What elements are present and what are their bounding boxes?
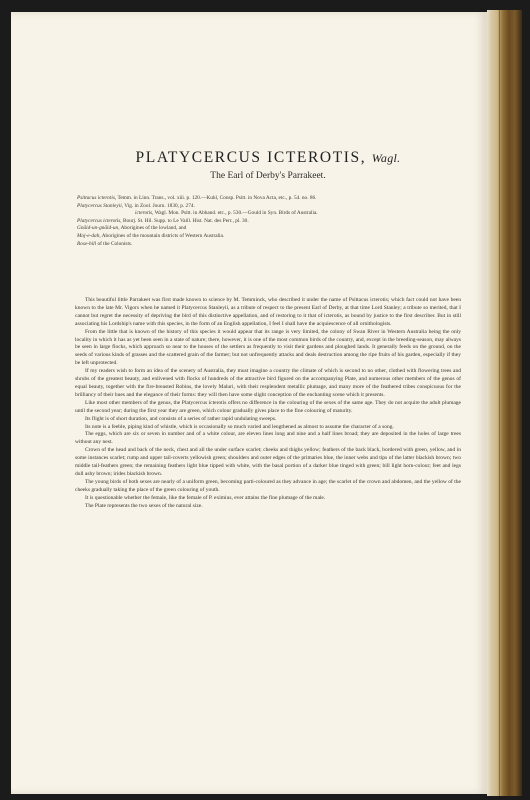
book-spine [487, 10, 522, 796]
synonym-reference: Aborigines of the mountain districts of Western Australia. [100, 232, 225, 239]
synonym-line [77, 195, 461, 203]
synonym-line [77, 203, 461, 211]
body-paragraph: The young birds of both sexes are nearly of a uniform green, becoming parti-coloured as they advance in age; the scarlet of the crown and abdomen, and the yellow of the cheeks gradually taking the place of the green colouring of youth. [75, 478, 461, 493]
synonym-line [77, 233, 461, 241]
synonym-name: Moj-e-dah, [77, 232, 101, 239]
body-paragraph: Its flight is of short duration, and consists of a series of rather rapid undulating sweeps. [85, 415, 277, 422]
species-name: PLATYCERCUS ICTEROTIS, [135, 149, 367, 166]
synonym-name: Gnãid-un-gnãid-un, [77, 225, 120, 232]
body-paragraph: The eggs, which are six or seven in number and of a white colour, are eleven lines long and nine and a half lines broad; they are deposited in the holes of large trees without any nest. [75, 431, 461, 446]
body-paragraph: From the little that is known of the history of this species it would appear that its range is very limited, the colony of Swan River in Western Australia being the only locality in which it has as yet been seen in a state of nature; there, however, it is one of the most common birds of the country, and, except in the breeding-season, may always be seen in large flocks, which approach so near to the houses of the settlers as frequently to visit their gardens and ploughed lands. It generally feeds on the ground, on the seeds of various kinds of grasses and the scattered grain of the farmer; but not unfrequently attacks and deals destruction among the ripe fruits of his garden, especially if they be left unprotected. [75, 328, 461, 367]
synonym-name: Rose-hill [77, 240, 97, 247]
synonym-line [77, 210, 461, 218]
species-authority: Wagl. [371, 151, 401, 165]
synonym-reference: Aborigines of the lowland, and [119, 225, 187, 232]
body-paragraph: Its note is a feeble, piping kind of whistle, which is occasionally so much varied and lengthened as almost to assume the character of a song. [85, 423, 394, 430]
synonym-reference: Temm. in Linn. Trans., vol. xiii. p. 120.—Kuhl, Consp. Psitt. in Nova Acta, etc., p. 54. no. 86. [116, 195, 317, 201]
body-paragraph: It is questionable whether the female, like the female of P. eximius, ever attains the fine plumage of the male. [85, 494, 326, 501]
synonym-name: Platycercus icterotis, [77, 217, 122, 224]
body-paragraph: This beautiful little Parrakeet was first made known to science by M. Temminck, who described it under the name of Psittacus icterotis; which fact could not have been known to the late Mr. Vigors when he named it Platycercus Stanleyii, as a tribute of respect to the present Earl of Derby, at that time Lord Stanley; a tribute so merited, that I cannot but regret the necessity of depriving the bird of this distinctive appellation, and of restoring to it that of icterotis, as bound by justice to the first describer. But in still associating his Lordship's name with this species, in the form of an English appellation, I feel I shall have the acquiescence of all ornithologists. [75, 297, 461, 327]
synonym-line [77, 225, 461, 233]
body-paragraph: If my readers wish to form an idea of the scenery of Australia, they must imagine a country the climate of which is second to no other, clothed with flowering trees and shrubs of the greatest beauty, and enlivened with flocks of hundreds of the attractive bird figured on the accompanying Plate, and numerous other members of the genus of equal beauty, together with the fire-breasted Robins, the lovely Maluri, with their resplendent metallic plumage, and many more of the feathered tribes conspicuous for the brilliancy of their hues and the elegance of their forms: they will then have some slight conception of the enchanting scene which it presents. [75, 368, 461, 398]
article-body [75, 297, 461, 510]
body-paragraph: Like most other members of the genus, the Platycercus icterotis offers no difference in the colouring of the sexes of the same age. They do not acquire the adult plumage until the second year; during the first year they are green, which colour gradually gives place to the fine colouring of maturity. [75, 399, 461, 414]
page-title [75, 149, 461, 167]
synonym-reference: Vig. in Zool. Journ. 1830, p. 274. [123, 202, 195, 209]
body-paragraph: Crown of the head and back of the neck, chest and all the under surface scarlet; cheeks and thighs yellow; feathers of the back black, bordered with green, yellow, and in some instances scarlet; rump and upper tail-coverts yellowish green; shoulders and outer edges of the primaries blue, the inner webs and tips of the latter blackish brown; two middle tail-feathers green; the remaining feathers light blue tipped with white, with the basal portion of a darker blue tinged with green; bill light horn-colour; feet and legs dull ashy brown; irides blackish brown. [75, 447, 461, 477]
synonym-reference: of the Colonists. [96, 240, 133, 247]
synonym-reference: Wagl. Mon. Psitt. in Abhand. etc., p. 530.—Gould in Syn. Birds of Australia. [153, 210, 318, 217]
synonym-name: icterotis, [135, 210, 154, 217]
synonym-line [77, 241, 461, 249]
synonym-reference: Bourj. St. Hil. Supp. to Le Vaill. Hist. Nat. des Perr., pl. 30. [121, 217, 249, 224]
book-page [11, 12, 487, 794]
synonym-name: Platycercus Stanleyii, [77, 202, 123, 209]
body-paragraph: The Plate represents the two sexes of the natural size. [85, 502, 203, 509]
synonymy-list [77, 195, 461, 248]
common-name: The Earl of Derby's Parrakeet. [210, 171, 326, 181]
synonym-name: Psittacus icterotis, [77, 195, 117, 201]
synonym-line [77, 218, 461, 226]
